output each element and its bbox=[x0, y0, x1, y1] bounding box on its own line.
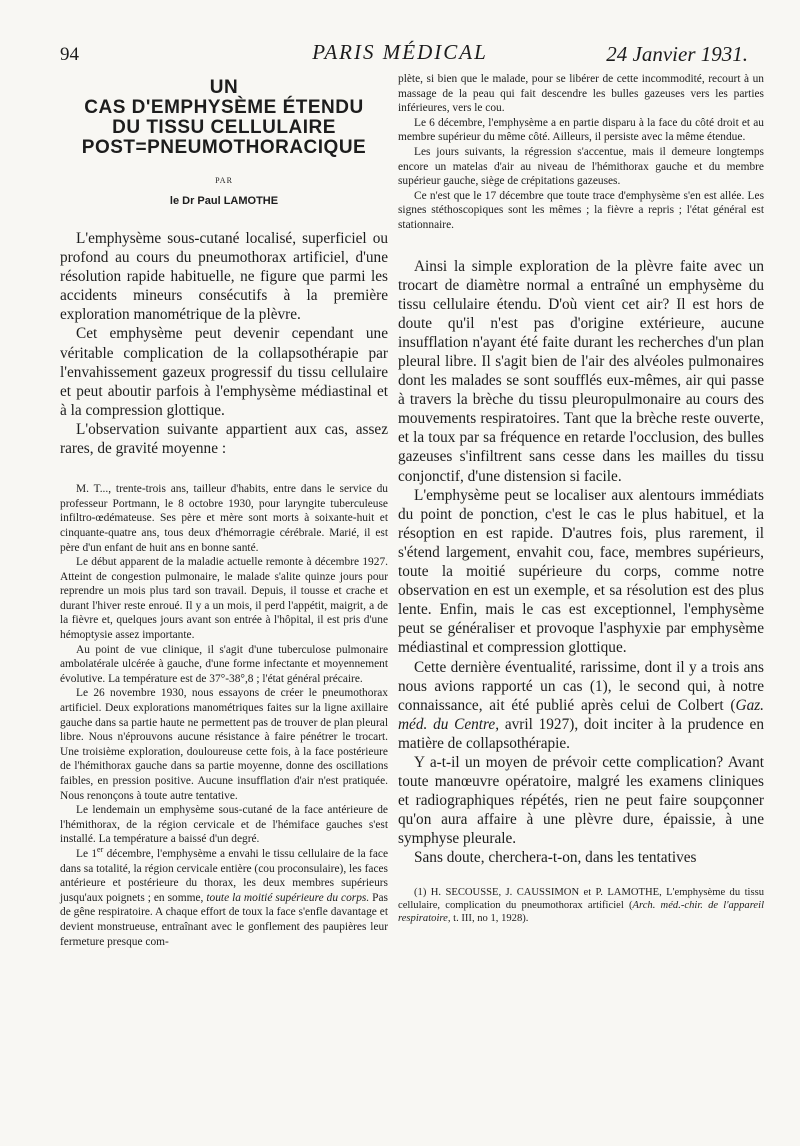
byline-par: PAR bbox=[215, 176, 233, 185]
intro-paragraph: L'observation suivante appartient aux cas, assez rares, de gravité moyenne : bbox=[60, 420, 388, 458]
text-run: décembre, l'emphysème a envahi le tissu cellulaire de la face dans sa totalité, la région cervicale entière (cou proconsulaire), les faces antérieure et postérieure du thorax, les deux membres supérieurs jusqu'aux poignets ; en somme, bbox=[60, 847, 388, 904]
observation-paragraph: Au point de vue clinique, il s'agit d'une tuberculose pulmonaire ambolatérale ulcérée à gauche, d'une forme infectante et moyennement évolutive. La température est de 37°-38°,8 ; l'état général précaire. bbox=[60, 643, 388, 685]
article-title bbox=[60, 78, 388, 158]
superscript: er bbox=[97, 845, 104, 855]
observation-paragraph bbox=[60, 847, 388, 949]
footnote bbox=[398, 886, 764, 926]
observation-paragraph: Ce n'est que le 17 décembre que toute trace d'emphysème s'en est allée. Les signes stéthoscopiques sont les mêmes ; la fièvre a repris ; l'état général est stationnaire. bbox=[398, 189, 764, 231]
observation-paragraph: Le lendemain un emphysème sous-cutané de la face antérieure de l'hémithorax, de la région cervicale et de l'hémiface gauches s'est installé. La température a baissé d'un degré. bbox=[60, 804, 388, 846]
text-run: t. III, no 1, 1928). bbox=[450, 913, 529, 925]
observation bbox=[60, 482, 388, 949]
intro-paragraph: L'emphysème sous-cutané localisé, superficiel ou profond au cours du pneumothorax artificiel, d'une résolution rapide habituelle, ne figure que parmi les accidents mineurs consécutifs à la première exploration manométrique de la plèvre. bbox=[60, 230, 388, 324]
text-run: Pas de gêne respiratoire. A chaque effort de toux la face s'enfle davantage et devient monstrueuse, entraînant avec le gonflement des paupières leur fermeture presque com- bbox=[60, 891, 388, 948]
page-number: 94 bbox=[60, 44, 79, 65]
discussion-paragraph: L'emphysème peut se localiser aux alentours immédiats du point de ponction, c'est le cas le plus habituel, et la résoption en est rapide. D'autres fois, plus rarement, il s'étend largement, envahit cou, face, membres supérieurs, toute la moitié supérieure du corps, comme notre observation en est un exemple, et sa résolution est des plus lente. Enfin, mais le cas est exceptionnel, l'emphysème peut se généraliser et provoque l'asphyxie par emphysème médiastinal et compression glottique. bbox=[398, 486, 764, 657]
observation-continued bbox=[398, 72, 764, 233]
title-line: DU TISSU CELLULAIRE bbox=[112, 117, 336, 138]
discussion bbox=[398, 257, 764, 868]
observation-paragraph: plète, si bien que le malade, pour se libérer de cette incommodité, recourt à un massage de la peau qui fait descendre les bulles gazeuses vers les parties inférieures, vers le cou. bbox=[398, 73, 764, 115]
author-name: le Dr Paul LAMOTHE bbox=[169, 195, 279, 207]
footnote-separator bbox=[398, 868, 764, 886]
discussion-paragraph: Ainsi la simple exploration de la plèvre faite avec un trocart de diamètre normal a entraîné un emphysème du tissu cellulaire étendu. D'où vient cet air? Il est hors de doute qu'il n'est pas d'origine extérieure, aucune insufflation n'ayant été faite durant les recherches d'un plan pleural libre. Il s'agit bien de l'air des alvéoles pulmonaires dont les malades se sont soufflés eux-mêmes, air qui passe à travers la brèche du tissu pleuropulmonaire au cours des mouvements respiratoires. Tant que la brèche reste ouverte, et la toux par sa fréquence en retarde l'occlusion, des bulles gazeuses s'infiltrent sans cesse dans les mailles du tissu conjonctif, d'une distension si facile. bbox=[398, 257, 764, 485]
text-run: Le 1 bbox=[76, 847, 98, 860]
issue-date: 24 Janvier 1931. bbox=[606, 42, 748, 66]
observation-paragraph: Les jours suivants, la régression s'accentue, mais il demeure longtemps encore un matelas d'air au niveau de l'hémithorax gauche et du membre supérieur gauche, siège de crépitations gazeuses. bbox=[398, 145, 764, 188]
discussion-paragraph bbox=[398, 658, 764, 753]
italic-text: Arch. méd.-chir. de l'appareil respiratoire, bbox=[398, 899, 765, 925]
intro-paragraph: Cet emphysème peut devenir cependant une véritable complication de la collapsothérapie par l'envahissement gazeux progressif du tissu cellulaire et peut aboutir parfois à l'emphysème médiastinal et à la compression glottique. bbox=[60, 325, 388, 419]
italic-text: toute la moitié supérieure du corps. bbox=[206, 891, 370, 904]
observation-paragraph: Le début apparent de la maladie actuelle remonte à décembre 1927. Atteint de congestion pulmonaire, le malade s'alite quinze jours pour reprendre un mois plus tard son travail. Depuis, il tousse et crache et durant l'hiver reste enroué. Il y a un mois, il perd l'appétit, maigrit, a de la fièvre et, quelques jours avant son entrée à l'hôpital, il est pris d'une hémoptysie assez importante. bbox=[60, 556, 388, 642]
left-column bbox=[60, 78, 388, 949]
text-run: avril 1927), doit inciter à la prudence en matière de collapsothérapie. bbox=[398, 715, 764, 752]
observation-paragraph: M. T..., trente-trois ans, tailleur d'habits, entre dans le service du professeur Portmann, le 8 octobre 1930, pour laryngite tuberculeuse infiltro-œdémateuse. Ses père et mère sont morts à soixante-huit et cinquante-quatre ans, tous deux d'hémorragie cérébrale. Marié, il est père d'un enfant de huit ans en bonne santé. bbox=[60, 483, 388, 554]
title-line: POST=PNEUMOTHORACIQUE bbox=[81, 137, 367, 158]
journal-title: PARIS MÉDICAL bbox=[312, 40, 488, 64]
discussion-paragraph: Y a-t-il un moyen de prévoir cette complication? Avant toute manœuvre opératoire, malgré les examens cliniques et radiographiques répétés, rien ne peut faire soupçonner qu'on aura affaire à une plèvre dure, épaissie, à une symphyse pleurale. bbox=[398, 753, 764, 848]
right-column bbox=[398, 72, 764, 926]
footnote-paragraph bbox=[398, 886, 764, 926]
italic-text: Gaz. méd. du Centre, bbox=[398, 696, 764, 733]
text-run: Cette dernière éventualité, rarissime, dont il y a trois ans nous avions rapporté un cas (1), le second qui, à notre connaissance, ait été publié après celui de Colbert ( bbox=[398, 658, 764, 714]
observation-paragraph: Le 6 décembre, l'emphysème a en partie disparu à la face du côté droit et au membre supérieur du même côté. Ailleurs, il persiste avec la même étendue. bbox=[398, 116, 764, 144]
text-run: (1) H. SECOUSSE, J. CAUSSIMON et P. LAMOTHE, L'emphysème du tissu cellulaire, complication du pneumothorax artificiel ( bbox=[398, 886, 764, 911]
title-line: UN bbox=[209, 77, 239, 98]
observation-paragraph: Le 26 novembre 1930, nous essayons de créer le pneumothorax artificiel. Deux explorations manométriques faites sur la ligne axillaire gauche dans sa partie haute ne permettent pas de trouver de plan pleural libre. Nous n'éprouvons aucune résistance à faire pénétrer le trocart. Une troisième exploration, douloureuse cette fois, à la face postérieure de l'hémithorax gauche dans sa partie moyenne, donne des oscillations faibles, en pression positive. Aucune insufflation d'air n'est pratiquée. Nous renonçons à toute autre tentative. bbox=[60, 687, 388, 802]
introduction bbox=[60, 229, 388, 458]
title-line: CAS D'EMPHYSÈME ÉTENDU bbox=[84, 97, 364, 118]
discussion-paragraph: Sans doute, cherchera-t-on, dans les tentatives bbox=[414, 849, 697, 867]
